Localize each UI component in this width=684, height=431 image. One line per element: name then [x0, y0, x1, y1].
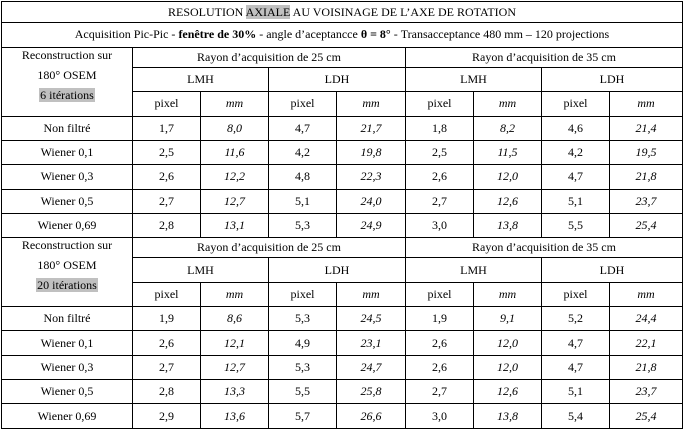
lmh-header: LMH	[406, 258, 542, 282]
reconstruction-label	[2, 47, 133, 116]
pixel-value: 4,2	[542, 140, 610, 164]
pixel-header: pixel	[133, 92, 201, 116]
mm-value: 21,7	[337, 116, 406, 140]
mm-header: mm	[610, 92, 683, 116]
mm-value: 9,1	[474, 307, 542, 331]
pixel-value: 2,9	[133, 404, 201, 429]
mm-header: mm	[337, 282, 406, 306]
ldh-header: LDH	[269, 67, 406, 91]
pixel-value: 5,3	[269, 355, 337, 379]
table-row	[2, 213, 683, 237]
rayon-header-row	[2, 47, 683, 67]
filter-label: Wiener 0,69	[2, 404, 133, 429]
mm-header: mm	[474, 282, 542, 306]
pixel-value: 4,8	[269, 165, 337, 189]
mm-value: 21,8	[610, 355, 683, 379]
pixel-value: 5,1	[542, 380, 610, 404]
pixel-value: 2,7	[133, 355, 201, 379]
mm-header: mm	[610, 282, 683, 306]
mm-value: 13,3	[201, 380, 269, 404]
mm-value: 19,8	[337, 140, 406, 164]
pixel-value: 1,9	[406, 307, 474, 331]
mm-value: 26,6	[337, 404, 406, 429]
pixel-value: 3,0	[406, 213, 474, 237]
reconstruction-label	[2, 238, 133, 307]
table-row	[2, 355, 683, 379]
pixel-value: 4,2	[269, 140, 337, 164]
filter-label: Wiener 0,3	[2, 165, 133, 189]
filter-label: Wiener 0,1	[2, 140, 133, 164]
filter-label: Wiener 0,5	[2, 189, 133, 213]
pixel-value: 2,6	[133, 331, 201, 355]
mm-value: 24,4	[610, 307, 683, 331]
ldh-header: LDH	[542, 258, 683, 282]
title-row	[2, 2, 683, 23]
filter-label: Non filtré	[2, 307, 133, 331]
iterations-label-wrap	[2, 88, 132, 103]
reconstruction-line2: 180° OSEM	[37, 67, 97, 82]
iterations-label: 20 itérations	[37, 278, 97, 293]
pixel-header: pixel	[269, 282, 337, 306]
pixel-header: pixel	[133, 282, 201, 306]
mm-value: 23,7	[610, 189, 683, 213]
rayon-header: Rayon d’acquisition de 35 cm	[406, 47, 683, 67]
acquisition-window: fenêtre de 30%	[178, 27, 257, 42]
pixel-value: 4,7	[542, 355, 610, 379]
title-prefix: RESOLUTION	[167, 4, 246, 19]
filter-label: Wiener 0,5	[2, 380, 133, 404]
lmh-header: LMH	[133, 67, 269, 91]
pixel-value: 5,3	[269, 213, 337, 237]
mm-header: mm	[337, 92, 406, 116]
rayon-header: Rayon d’acquisition de 25 cm	[133, 47, 406, 67]
acquisition-part3: - Transacceptance 480 mm – 120 projections	[390, 27, 610, 42]
table-row	[2, 307, 683, 331]
filter-label: Wiener 0,3	[2, 355, 133, 379]
mm-value: 25,4	[610, 404, 683, 429]
pixel-value: 2,6	[133, 165, 201, 189]
pixel-value: 5,5	[542, 213, 610, 237]
pixel-value: 2,5	[406, 140, 474, 164]
mm-value: 24,5	[337, 307, 406, 331]
pixel-value: 4,7	[542, 331, 610, 355]
pixel-value: 2,7	[133, 189, 201, 213]
mm-value: 8,0	[201, 116, 269, 140]
pixel-value: 4,7	[542, 165, 610, 189]
pixel-header: pixel	[269, 92, 337, 116]
pixel-value: 2,8	[133, 213, 201, 237]
pixel-value: 2,6	[406, 331, 474, 355]
mm-value: 12,6	[474, 380, 542, 404]
pixel-header: pixel	[406, 92, 474, 116]
mm-value: 11,5	[474, 140, 542, 164]
mm-value: 12,1	[201, 331, 269, 355]
pixel-value: 2,7	[406, 380, 474, 404]
mm-value: 8,6	[201, 307, 269, 331]
resolution-table	[1, 1, 683, 429]
mm-value: 13,6	[201, 404, 269, 429]
reconstruction-line1: Reconstruction sur	[21, 238, 113, 253]
mm-value: 13,1	[201, 213, 269, 237]
ldh-header: LDH	[542, 67, 683, 91]
table-row	[2, 331, 683, 355]
mm-value: 12,6	[474, 189, 542, 213]
filter-label: Wiener 0,69	[2, 213, 133, 237]
rayon-header: Rayon d’acquisition de 35 cm	[406, 238, 683, 258]
acquisition-part1: Acquisition Pic-Pic -	[74, 27, 179, 42]
pixel-value: 1,7	[133, 116, 201, 140]
iterations-label-wrap	[2, 278, 132, 293]
pixel-value: 1,9	[133, 307, 201, 331]
pixel-value: 4,6	[542, 116, 610, 140]
mm-value: 24,7	[337, 355, 406, 379]
pixel-value: 2,6	[406, 355, 474, 379]
mm-header: mm	[201, 282, 269, 306]
mm-value: 11,6	[201, 140, 269, 164]
pixel-value: 2,6	[406, 165, 474, 189]
pixel-value: 5,1	[269, 189, 337, 213]
mm-value: 22,3	[337, 165, 406, 189]
table-row	[2, 404, 683, 429]
pixel-header: pixel	[406, 282, 474, 306]
mm-value: 21,8	[610, 165, 683, 189]
mm-value: 13,8	[474, 213, 542, 237]
mm-value: 22,1	[610, 331, 683, 355]
acquisition-row	[2, 23, 683, 47]
lmh-header: LMH	[406, 67, 542, 91]
mm-value: 12,2	[201, 165, 269, 189]
pixel-value: 5,7	[269, 404, 337, 429]
reconstruction-line2: 180° OSEM	[37, 258, 97, 273]
table-row	[2, 140, 683, 164]
filter-label: Wiener 0,1	[2, 331, 133, 355]
mm-value: 19,5	[610, 140, 683, 164]
mm-value: 12,0	[474, 355, 542, 379]
mm-header: mm	[474, 92, 542, 116]
mm-header: mm	[201, 92, 269, 116]
pixel-value: 5,5	[269, 380, 337, 404]
mm-value: 23,7	[610, 380, 683, 404]
title-highlight: AXIALE	[245, 4, 291, 19]
pixel-value: 2,8	[133, 380, 201, 404]
acquisition-part2: - angle d’aceptancce	[256, 27, 361, 42]
table-body	[2, 2, 683, 429]
mm-value: 23,1	[337, 331, 406, 355]
acquisition-angle: θ = 8°	[360, 27, 391, 42]
mm-value: 21,4	[610, 116, 683, 140]
pixel-header: pixel	[542, 282, 610, 306]
filter-label: Non filtré	[2, 116, 133, 140]
mm-value: 12,0	[474, 331, 542, 355]
ldh-header: LDH	[269, 258, 406, 282]
mm-value: 24,9	[337, 213, 406, 237]
acquisition-parameters	[2, 23, 683, 47]
table-title	[2, 2, 683, 23]
table-row	[2, 380, 683, 404]
pixel-header: pixel	[542, 92, 610, 116]
rayon-header-row	[2, 238, 683, 258]
mm-value: 12,7	[201, 355, 269, 379]
pixel-value: 5,4	[542, 404, 610, 429]
pixel-value: 1,8	[406, 116, 474, 140]
title-suffix: AU VOISINAGE DE L’AXE DE ROTATION	[290, 4, 517, 19]
rayon-header: Rayon d’acquisition de 25 cm	[133, 238, 406, 258]
iterations-label: 6 itérations	[40, 87, 94, 102]
pixel-value: 2,7	[406, 189, 474, 213]
pixel-value: 5,1	[542, 189, 610, 213]
pixel-value: 4,7	[269, 116, 337, 140]
mm-value: 8,2	[474, 116, 542, 140]
pixel-value: 2,5	[133, 140, 201, 164]
pixel-value: 5,2	[542, 307, 610, 331]
reconstruction-line1: Reconstruction sur	[21, 47, 113, 62]
mm-value: 12,7	[201, 189, 269, 213]
mm-value: 25,4	[610, 213, 683, 237]
table-row	[2, 116, 683, 140]
mm-value: 12,0	[474, 165, 542, 189]
mm-value: 13,8	[474, 404, 542, 429]
table-row	[2, 189, 683, 213]
pixel-value: 3,0	[406, 404, 474, 429]
table-row	[2, 165, 683, 189]
lmh-header: LMH	[133, 258, 269, 282]
mm-value: 25,8	[337, 380, 406, 404]
mm-value: 24,0	[337, 189, 406, 213]
pixel-value: 5,3	[269, 307, 337, 331]
pixel-value: 4,9	[269, 331, 337, 355]
